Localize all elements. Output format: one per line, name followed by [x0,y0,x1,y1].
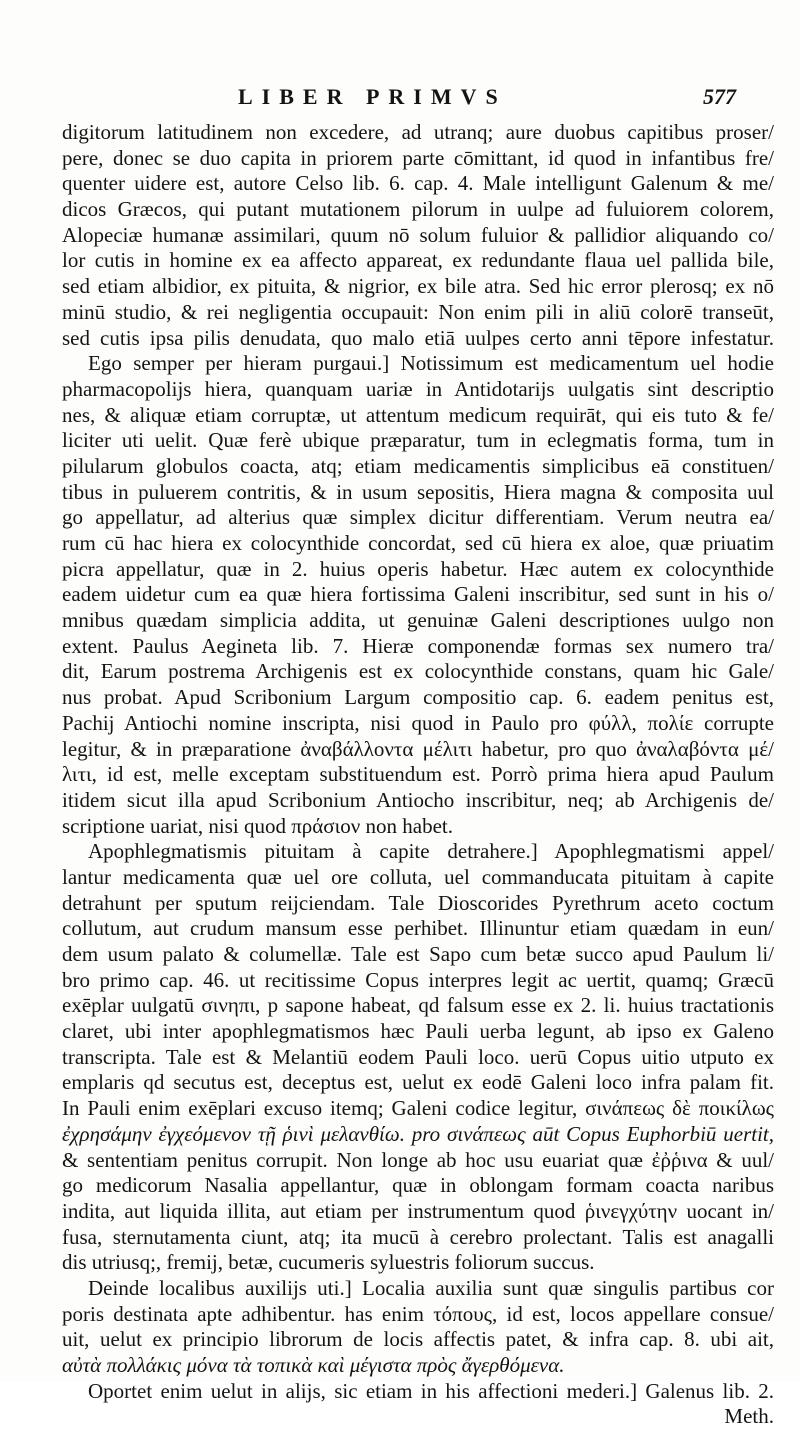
text-line: ἐχρησάμην ἐγχεόμενον τῇ ῥινὶ μελανθίω. pro σινάπεως aūt Copus Euphorbiū uertit, [62,1121,774,1146]
text-line: sed etiam albidior, ex pituita, & nigrior, ex bile atra. Sed hic error plerosq; ex nō [62,274,774,299]
text-line: go appellatur, ad alterius quæ simplex dicitur differentiam. Verum neutra ea/ [62,505,774,530]
text-line: αὐτὰ πολλάκις μόνα τὰ τοπικὰ καὶ μέγιστα πρὸς ἄγερθόμενα. [62,1353,565,1377]
text-line: sed cutis ipsa pilis denudata, quo malo etiā uulpes certo anni tēpore infestatur. [62,325,774,350]
page-header [0,84,800,114]
text-line: lantur medicamenta quæ uel ore colluta, uel commanducata pituitam à capite [62,864,774,889]
text-line: tibus in puluerem contritis, & in usum sepositis, Hiera magna & composita uul [62,479,774,504]
text-line: pharmacopolijs hiera, quanquam uariæ in Antidotarijs uulgatis sint descriptio [62,376,774,401]
text-line: minū studio, & rei negligentia occupauit: Non enim pili in aliū colorē transeūt, [62,299,774,324]
text-line: eadem uidetur cum ea quæ hiera fortissima Galeni inscribitur, sed sunt in his o/ [62,582,774,607]
text-line: nes, & aliquæ etiam corruptæ, ut attentum medicum requirāt, qui eis tuto & fe/ [62,402,774,427]
text-line: transcripta. Tale est & Melantiū eodem Pauli loco. uerū Copus uitio utputo ex [62,1044,774,1069]
catchword: Meth. [724,1404,774,1429]
text-line: dem usum palato & columellæ. Tale est Sapo cum betæ succo apud Paulum li/ [62,942,774,966]
text-line: extent. Paulus Aegineta lib. 7. Hieræ componendæ formas sex numero tra/ [62,633,774,658]
lemma-line: Deinde localibus auxilijs uti.] Localia auxilia sunt quæ singulis partibus cor [88,1275,774,1300]
body-text [62,120,774,1430]
text-line: In Pauli enim exēplari excuso itemq; Galeni codice legitur, σινάπεως δὲ ποικίλως [62,1096,774,1121]
text-line: fusa, sternutamenta ciunt, atq; ita mucū à cerebro prolectant. Talis est anagalli [62,1224,774,1249]
text-line: pilularum globulos coacta, atq; etiam medicamentis simplicibus eā constituen/ [62,453,774,478]
lemma-line: Ego semper per hieram purgaui.] Notissimum est medicamentum uel hodie [88,351,774,376]
text-line: mnibus quædam simplicia addita, ut genuinæ Galeni descriptiones uulgo non [62,608,774,633]
text-line: itidem sicut illa apud Scribonium Antiocho inscribitur, neq; ab Archigenis de/ [62,787,774,812]
text-line: digitorum latitudinem non excedere, ad utranq; aure duobus capitibus proser/ [62,120,774,144]
text-line: Pachij Antiochi nomine inscripta, nisi quod in Paulo pro φύλλ, πολίε corrupte [62,710,774,735]
text-line: λιτι, id est, melle exceptam substituendum est. Porrò prima hiera apud Paulum [62,762,774,787]
text-line: rum cū hac hiera ex colocynthide concordat, sed cū hiera ex aloe, quæ priuatim [62,531,774,555]
text-line: dis utriusq;, fremij, betæ, cucumeris syluestris foliorum succus. [62,1250,595,1275]
text-line: detrahunt per sputum reijciendam. Tale Dioscorides Pyrethrum aceto coctum [62,890,774,915]
text-line: & sententiam penitus corrupit. Non longe ab hoc usu euariat quæ ἐῤῥινα & uul/ [62,1147,774,1172]
text-line: emplaris qd secutus est, deceptus est, uelut ex eodē Galeni loco infra palam fit. [62,1070,774,1095]
page-number: 577 [703,84,736,109]
text-line: indita, aut liquida illita, aut etiam per instrumentum quod ῥινεγχύτην uocant in/ [62,1198,774,1223]
lemma-line: Apophlegmatismis pituitam à capite detrahere.] Apophlegmatismi appel/ [88,839,774,864]
text-line: bro primo cap. 46. ut recitissime Copus interpres legit ac uertit, quamq; Græcū [62,967,774,992]
text-line: collutum, aut crudum mansum esse perhibet. Illinuntur etiam quædam in eun/ [62,916,774,941]
text-line: nus probat. Apud Scribonium Largum compositio cap. 6. eadem penitus est, [62,685,774,710]
running-head: LIBER PRIMVS [238,84,507,109]
text-line: quenter uidere est, autore Celso lib. 6. cap. 4. Male intelligunt Galenum & me/ [62,171,774,196]
text-line: pere, donec se duo capita in priorem parte cōmittant, id quod in infantibus fre/ [62,145,774,170]
text-line: go medicorum Nasalia appellantur, quæ in oblongam formam coacta naribus [62,1173,774,1198]
text-line: legitur, & in præparatione ἀναβάλλοντα μέλιτι habetur, pro quo ἀναλαβόντα μέ/ [62,736,774,761]
text-line: exēplar uulgatū σινηπι, p sapone habeat, qd falsum esse ex 2. li. huius tractationis [62,993,774,1018]
text-line: poris destinata apte adhibentur. has enim τόπους, id est, locos appellare consue/ [62,1301,774,1326]
text-line: Alopeciæ humanæ assimilari, quum nō solum fuluior & pallidior aliquando co/ [62,222,774,247]
text-line: dicos Græcos, qui putant mutationem pilorum in uulpe ad fuluiorem colorem, [62,197,774,222]
text-line: picra appellatur, quæ in 2. huius operis habetur. Hæc autem ex colocynthide [62,556,774,581]
text-line: uit, uelut ex principio librorum de locis affectis patet, & infra cap. 8. ubi ait, [62,1327,774,1352]
text-line: claret, ubi inter apophlegmatismos hæc Pauli uerba legunt, ab ipso ex Galeno [62,1019,774,1044]
text-line: liciter uti uelit. Quæ ferè ubique præparatur, tum in eclegmatis forma, tum in [62,428,774,453]
text-line: scriptione uariat, nisi quod πράσιον non habet. [62,813,453,838]
text-line: dit, Earum postrema Archigenis est ex colocynthide constans, quam hic Gale/ [62,659,774,684]
lemma-line: Oportet enim uelut in alijs, sic etiam in his affectioni mederi.] Galenus lib. 2. [88,1378,774,1403]
text-line: lor cutis in homine ex ea affecto appareat, ex redundante flaua uel pallida bile, [62,248,774,273]
